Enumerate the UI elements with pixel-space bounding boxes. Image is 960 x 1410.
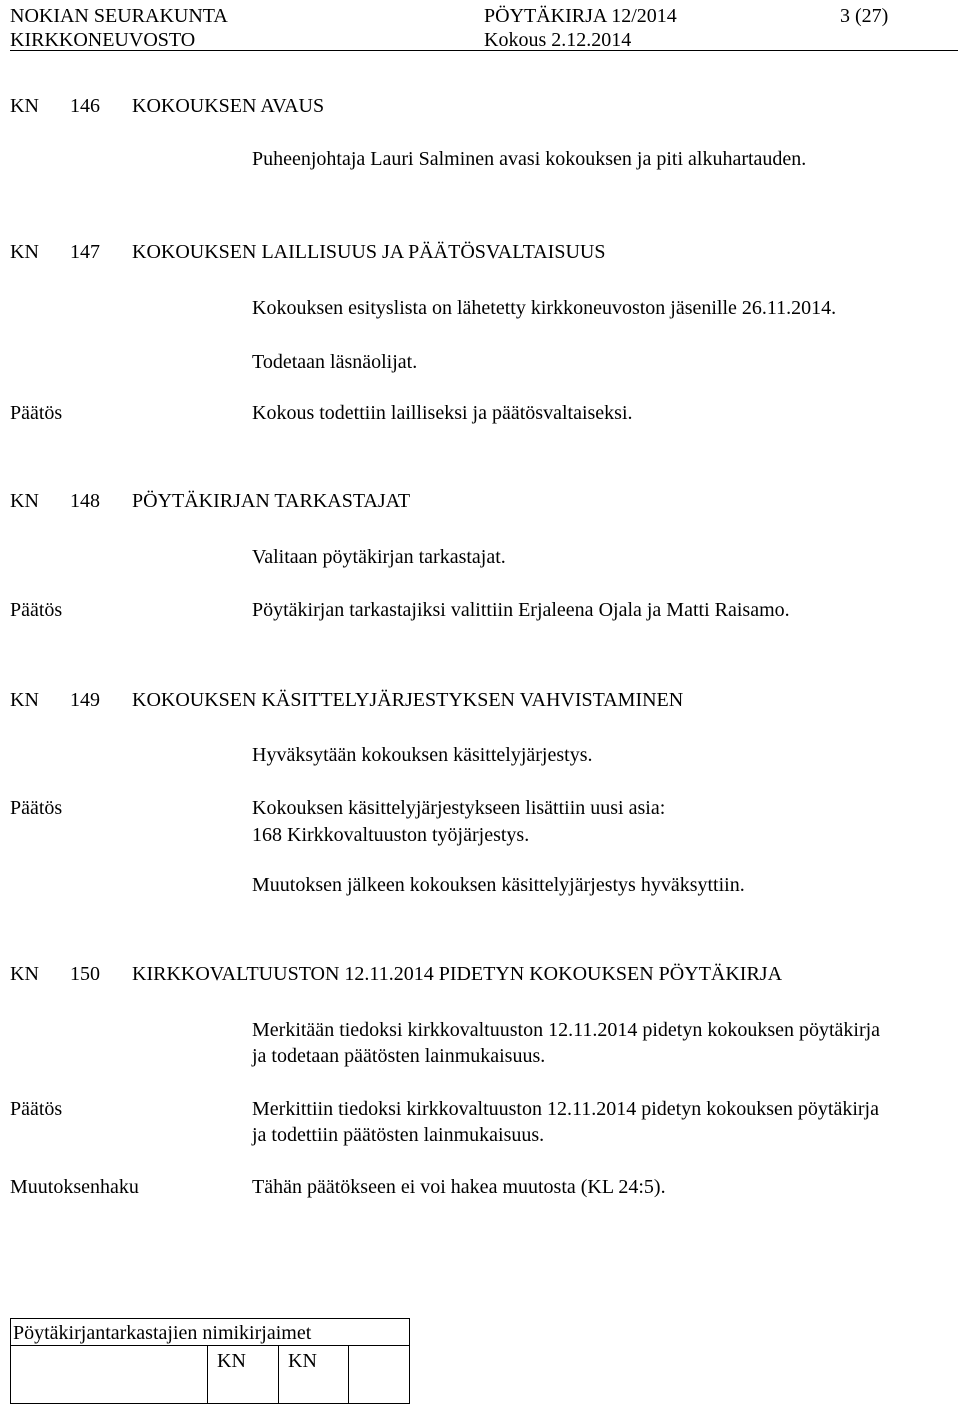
- decision-text: ja todettiin päätösten lainmukaisuus.: [252, 1124, 545, 1146]
- decision-text: Muutoksen jälkeen kokouksen käsittelyjärjestys hyväksyttiin.: [252, 874, 745, 896]
- initials-entry: KN: [217, 1350, 246, 1372]
- section-code: KN: [10, 241, 39, 263]
- appeal-label: Muutoksenhaku: [10, 1176, 139, 1198]
- section-code: KN: [10, 95, 39, 117]
- section-title: KOKOUKSEN LAILLISUUS JA PÄÄTÖSVALTAISUUS: [132, 241, 606, 263]
- section-title: PÖYTÄKIRJAN TARKASTAJAT: [132, 490, 411, 512]
- header-divider: [10, 50, 958, 51]
- organization-body: KIRKKONEUVOSTO: [10, 29, 196, 51]
- decision-label: Päätös: [10, 1098, 63, 1120]
- meeting-date: Kokous 2.12.2014: [484, 29, 632, 51]
- initials-column-divider: [278, 1345, 279, 1403]
- document-title: PÖYTÄKIRJA 12/2014: [484, 5, 677, 27]
- initials-column-divider: [207, 1345, 208, 1403]
- section-text: Kokouksen esityslista on lähetetty kirkkoneuvoston jäsenille 26.11.2014.: [252, 297, 837, 319]
- section-number: 147: [70, 241, 100, 263]
- section-number: 149: [70, 689, 100, 711]
- section-title: KIRKKOVALTUUSTON 12.11.2014 PIDETYN KOKOUKSEN PÖYTÄKIRJA: [132, 963, 783, 985]
- decision-text: 168 Kirkkovaltuuston työjärjestys.: [252, 824, 530, 846]
- section-text: Merkitään tiedoksi kirkkovaltuuston 12.11.2014 pidetyn kokouksen pöytäkirja: [252, 1019, 881, 1041]
- initials-box-title: Pöytäkirjantarkastajien nimikirjaimet: [13, 1322, 312, 1344]
- section-code: KN: [10, 490, 39, 512]
- section-text: Valitaan pöytäkirjan tarkastajat.: [252, 546, 506, 568]
- page-number: 3 (27): [840, 5, 889, 27]
- initials-box-divider: [11, 1345, 409, 1346]
- page-header: [10, 4, 950, 54]
- section-text: Puheenjohtaja Lauri Salminen avasi kokouksen ja piti alkuhartauden.: [252, 148, 807, 170]
- section-title: KOKOUKSEN AVAUS: [132, 95, 325, 117]
- section-text: Todetaan läsnäolijat.: [252, 351, 418, 373]
- section-code: KN: [10, 689, 39, 711]
- section-title: KOKOUKSEN KÄSITTELYJÄRJESTYKSEN VAHVISTAMINEN: [132, 689, 684, 711]
- section-text: ja todetaan päätösten lainmukaisuus.: [252, 1045, 546, 1067]
- decision-label: Päätös: [10, 402, 63, 424]
- decision-text: Merkittiin tiedoksi kirkkovaltuuston 12.11.2014 pidetyn kokouksen pöytäkirja: [252, 1098, 879, 1120]
- decision-label: Päätös: [10, 797, 63, 819]
- decision-text: Pöytäkirjan tarkastajiksi valittiin Erjaleena Ojala ja Matti Raisamo.: [252, 599, 790, 621]
- appeal-text: Tähän päätökseen ei voi hakea muutosta (KL 24:5).: [252, 1176, 666, 1198]
- section-number: 146: [70, 95, 100, 117]
- organization-name: NOKIAN SEURAKUNTA: [10, 5, 228, 27]
- section-code: KN: [10, 963, 39, 985]
- decision-label: Päätös: [10, 599, 63, 621]
- initials-box: [10, 1318, 410, 1404]
- section-number: 148: [70, 490, 100, 512]
- decision-text: Kokous todettiin lailliseksi ja päätösvaltaiseksi.: [252, 402, 633, 424]
- section-text: Hyväksytään kokouksen käsittelyjärjestys.: [252, 744, 593, 766]
- decision-text: Kokouksen käsittelyjärjestykseen lisättiin uusi asia:: [252, 797, 666, 819]
- initials-column-divider: [348, 1345, 349, 1403]
- initials-entry: KN: [288, 1350, 317, 1372]
- section-number: 150: [70, 963, 100, 985]
